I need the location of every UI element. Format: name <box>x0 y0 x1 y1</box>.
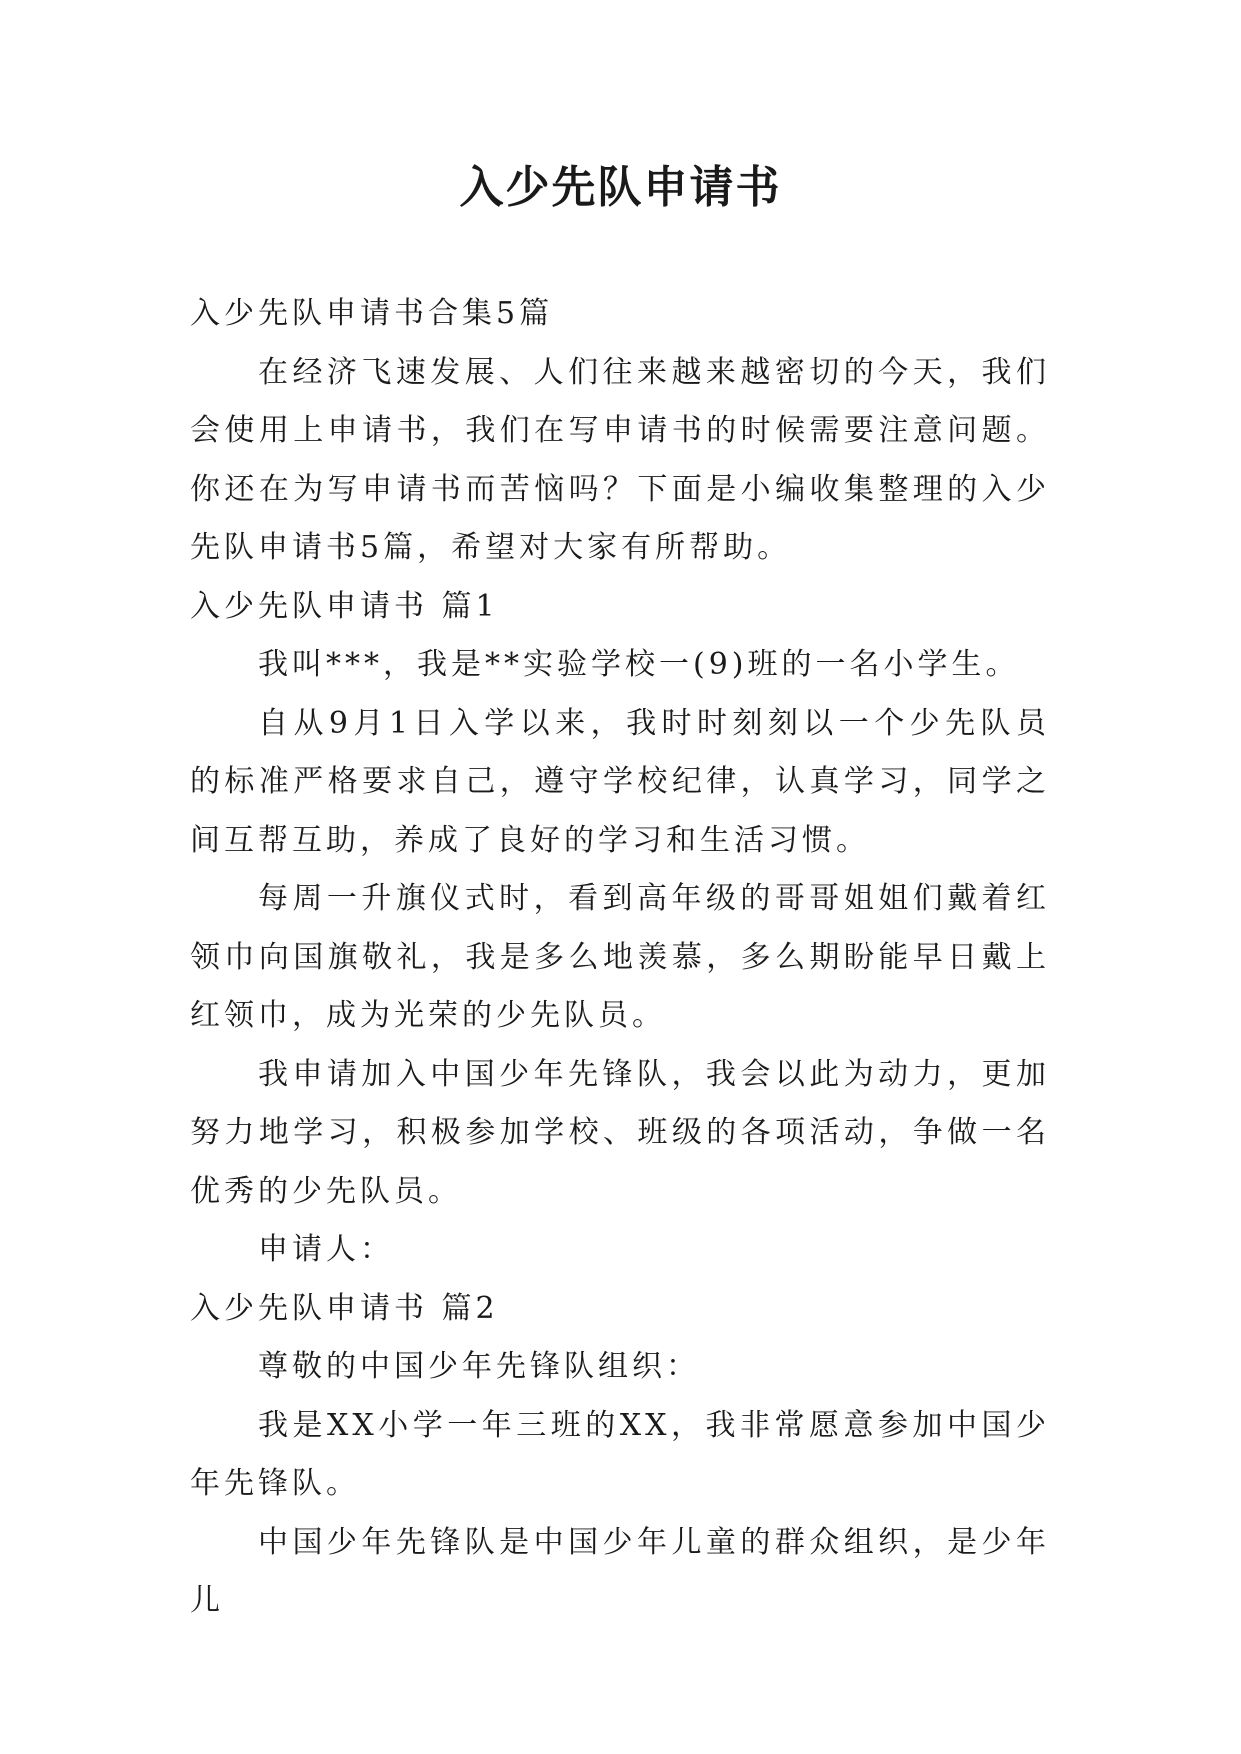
document-body <box>190 285 1050 1631</box>
paragraph: 我申请加入中国少年先锋队，我会以此为动力，更加努力地学习，积极参加学校、班级的各项活动，争做一名优秀的少先队员。 <box>190 1056 1050 1209</box>
collection-subtitle: 入少先队申请书合集5篇 <box>190 296 554 331</box>
salutation: 尊敬的中国少年先锋队组织： <box>258 1349 700 1384</box>
paragraph: 我叫***，我是**实验学校一(9)班的一名小学生。 <box>258 647 1020 682</box>
document-title: 入少先队申请书 <box>459 162 782 213</box>
paragraph: 自从9月1日入学以来，我时时刻刻以一个少先队员的标准严格要求自己，遵守学校纪律，认真学习，同学之间互帮互助，养成了良好的学习和生活习惯。 <box>190 705 1050 858</box>
paragraph: 中国少年先锋队是中国少年儿童的群众组织，是少年儿 <box>190 1524 1050 1618</box>
section-heading-2: 入少先队申请书 篇2 <box>190 1290 499 1326</box>
paragraph: 我是XX小学一年三班的XX，我非常愿意参加中国少年先锋队。 <box>190 1407 1050 1501</box>
paragraph: 每周一升旗仪式时，看到高年级的哥哥姐姐们戴着红领巾向国旗敬礼，我是多么地羡慕，多么期盼能早日戴上红领巾，成为光荣的少先队员。 <box>190 881 1050 1033</box>
section-heading-1: 入少先队申请书 篇1 <box>190 588 499 624</box>
signature-line: 申请人： <box>258 1232 394 1267</box>
intro-paragraph: 在经济飞速发展、人们往来越来越密切的今天，我们会使用上申请书，我们在写申请书的时候需要注意问题。你还在为写申请书而苦恼吗？下面是小编收集整理的入少先队申请书5篇，希望对大家有所帮助。 <box>190 354 1050 565</box>
